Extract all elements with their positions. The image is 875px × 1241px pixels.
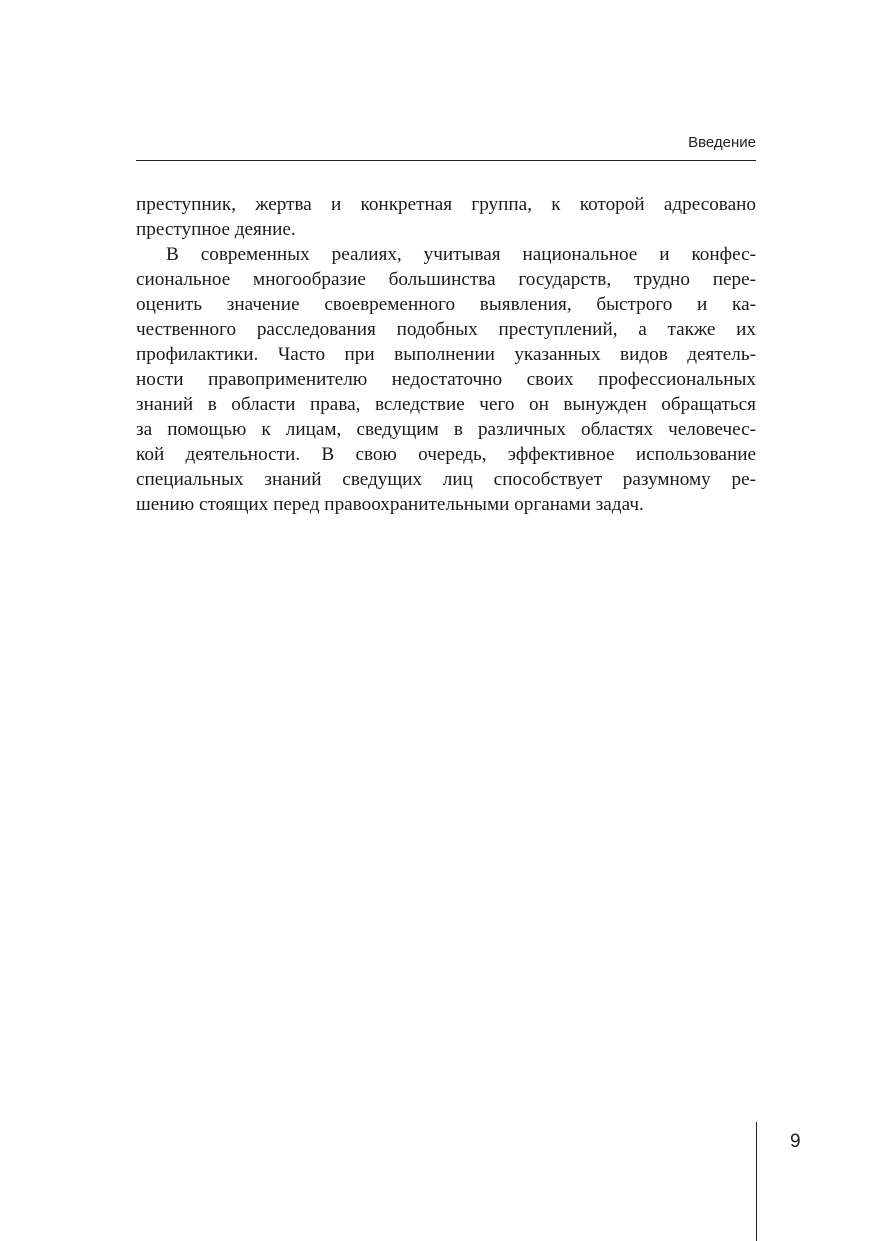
paragraph-2	[136, 242, 756, 517]
body-text	[136, 192, 756, 517]
text-line: преступник, жертва и конкретная группа, к которой адресовано	[136, 194, 756, 215]
text-line: профилактики. Часто при выполнении указанных видов деятель-	[136, 344, 756, 365]
text-line: преступное деяние.	[136, 219, 296, 240]
text-line: ности правоприменителю недостаточно своих профессиональных	[136, 369, 756, 390]
text-line: знаний в области права, вследствие чего он вынужден обращаться	[136, 394, 756, 415]
header-rule	[136, 160, 756, 161]
text-line: шению стоящих перед правоохранительными органами задач.	[136, 494, 644, 515]
text-line: чественного расследования подобных преступлений, а также их	[136, 319, 756, 340]
text-line: сиональное многообразие большинства государств, трудно пере-	[136, 269, 756, 290]
page-number: 9	[790, 1131, 801, 1152]
paragraph-1	[136, 192, 756, 242]
page-number-rule	[756, 1122, 757, 1241]
text-line: оценить значение своевременного выявления, быстрого и ка-	[136, 294, 756, 315]
text-line: В современных реалиях, учитывая национальное и конфес-	[166, 244, 756, 265]
running-header: Введение	[688, 134, 756, 151]
text-line: кой деятельности. В свою очередь, эффективное использование	[136, 444, 756, 465]
text-line: специальных знаний сведущих лиц способствует разумному ре-	[136, 469, 756, 490]
text-line: за помощью к лицам, сведущим в различных областях человечес-	[136, 419, 756, 440]
